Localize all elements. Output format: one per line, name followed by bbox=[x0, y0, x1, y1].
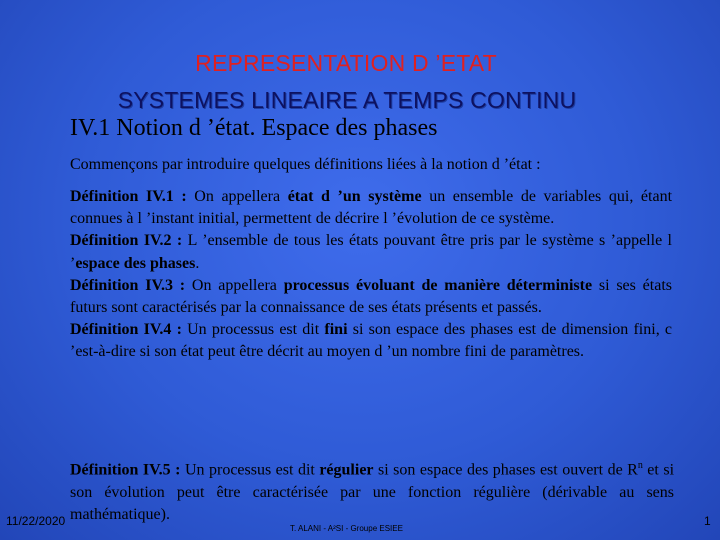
definition-3-text-end: si ses états futurs sont caractérisés par la connaissance de ses états présents et passés. bbox=[70, 276, 672, 317]
definition-2-term: espace des phases bbox=[75, 254, 196, 272]
definition-2-text-end: . bbox=[195, 254, 200, 272]
definition-1-term: état d ’un système bbox=[287, 188, 422, 205]
definition-5-block bbox=[70, 455, 674, 527]
definition-2-label: Définition IV.2 : bbox=[70, 232, 183, 250]
footer-page-number: 1 bbox=[704, 514, 711, 528]
footer-date: 11/22/2020 bbox=[6, 514, 66, 528]
definition-5-term: régulier bbox=[319, 461, 374, 479]
definition-1-text-end: un ensemble de variables qui, étant connues à l ’instant initial, permettent de décrire l ’évolution de ce système. bbox=[70, 188, 673, 228]
definition-4-text: Un processus est dit bbox=[181, 321, 325, 339]
definition-3-text: On appellera bbox=[185, 276, 284, 294]
definition-3-label: Définition IV.3 : bbox=[70, 276, 186, 294]
definitions-block bbox=[70, 186, 672, 364]
slide-title-line1: REPRESENTATION D ’ETAT bbox=[195, 50, 497, 76]
definition-4 bbox=[70, 319, 672, 363]
section-heading: IV.1 Notion d ’état. Espace des phases bbox=[70, 115, 438, 141]
definition-4-label: Définition IV.4 : bbox=[70, 321, 182, 339]
definition-2-text: L ’ensemble de tous les états pouvant être pris par le système s ’appelle l ’ bbox=[70, 232, 672, 272]
definition-4-text-end: si son espace des phases est de dimension fini, c ’est-à-dire si son état peut être décrit au moyen d ’un nombre fini de paramètres. bbox=[70, 321, 673, 361]
definition-4-term: fini bbox=[324, 321, 348, 339]
footer-author: T. ALANI - A²SI - Groupe ESIEE bbox=[290, 524, 403, 533]
definition-3 bbox=[70, 275, 672, 319]
definition-5-text-end: et si son évolution peut être caractérisée par une fonction régulière (dérivable au sens mathématique). bbox=[70, 461, 675, 524]
intro-text: Commençons par introduire quelques définitions liées à la notion d ’état : bbox=[70, 156, 541, 173]
definition-3-term: processus évoluant de manière déterministe bbox=[283, 276, 593, 294]
definition-5 bbox=[70, 455, 674, 527]
definition-5-text: Un processus est dit bbox=[180, 461, 320, 479]
slide-title-line2: SYSTEMES LINEAIRE A TEMPS CONTINU bbox=[117, 87, 577, 113]
definition-2 bbox=[70, 230, 672, 274]
definition-5-superscript: n bbox=[637, 460, 643, 471]
definition-5-text-mid: si son espace des phases est ouvert de R bbox=[373, 461, 638, 479]
definition-1-label: Définition IV.1 : bbox=[70, 188, 187, 205]
definition-1-text: On appellera bbox=[186, 188, 288, 205]
definition-5-label: Définition IV.5 : bbox=[70, 461, 181, 479]
definition-1 bbox=[70, 186, 672, 230]
